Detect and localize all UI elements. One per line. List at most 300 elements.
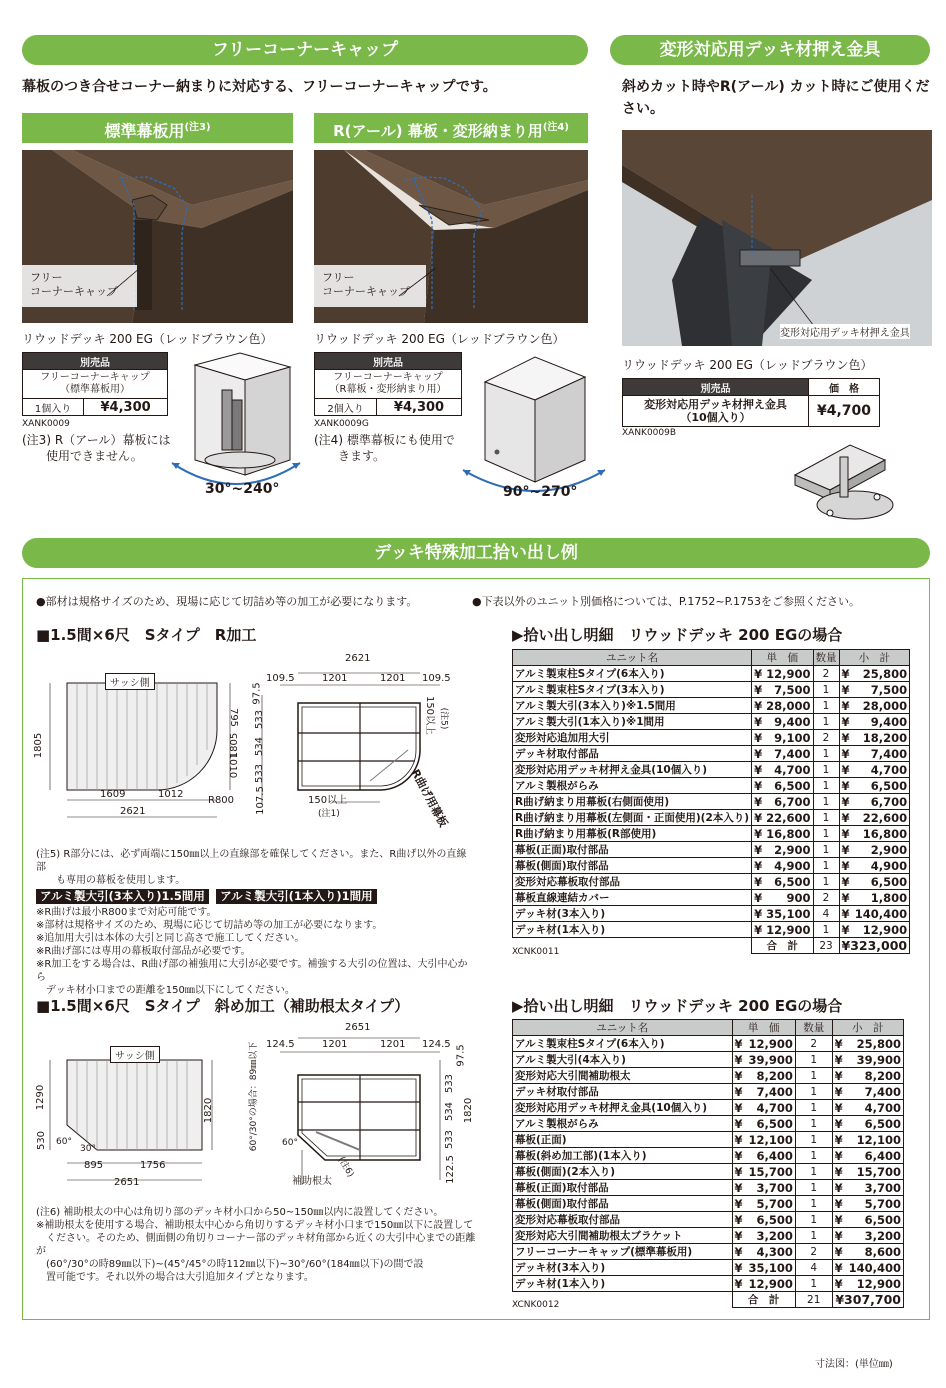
yen-sign: ¥ <box>832 1068 847 1084</box>
unit-price: 28,000 <box>764 698 813 714</box>
yen-sign: ¥ <box>832 1260 847 1276</box>
subtotal: 8,200 <box>847 1068 904 1084</box>
yen-sign: ¥ <box>832 1164 847 1180</box>
subtotal: 39,900 <box>847 1052 904 1068</box>
subtotal: 7,400 <box>853 746 910 762</box>
subtotal: 12,100 <box>847 1132 904 1148</box>
r-plan-dim-2621: 2621 <box>120 806 146 817</box>
bom-item-name: 幕板(正面)取付部品 <box>513 1180 733 1196</box>
table-row <box>513 794 910 810</box>
r-frame-note5: (注5) <box>438 707 449 730</box>
table-row <box>513 1260 904 1276</box>
unit-price: 900 <box>764 890 813 906</box>
bom-diag-header-subtotal: 小 計 <box>832 1020 903 1036</box>
r-note-0: (注5) R部分には、必ず両端に150㎜以上の直線部を確保してください。また、R曲げ以外の直線部 <box>36 849 467 873</box>
bom-item-name: 変形対応追加用大引 <box>513 730 752 746</box>
table-row <box>513 1036 904 1052</box>
r-frame-dim-left-3: 533 <box>254 763 266 784</box>
yen-sign: ¥ <box>839 730 853 746</box>
bom-item-name: 変形対応用デッキ材押え金具(10個入り) <box>513 1100 733 1116</box>
subtotal: 25,800 <box>847 1036 904 1052</box>
standard-code: XANK0009 <box>22 419 70 429</box>
r-frame-over150-b: 150以上 <box>308 795 348 806</box>
yen-sign: ¥ <box>839 746 853 762</box>
round-callout: フリー コーナーキャップ <box>322 271 410 298</box>
bom-item-name: アルミ製束柱Sタイプ(3本入り) <box>513 682 752 698</box>
yen-sign: ¥ <box>732 1100 746 1116</box>
diag-frame-dim-right-3: 533 <box>444 1129 456 1150</box>
subtotal: 4,700 <box>853 762 910 778</box>
unit-price: 4,300 <box>746 1244 795 1260</box>
diag-frame-dim-top: 2651 <box>345 1022 371 1033</box>
yen-sign: ¥ <box>839 874 853 890</box>
yen-sign: ¥ <box>752 922 765 938</box>
subtotal: 8,600 <box>847 1244 904 1260</box>
quantity: 1 <box>813 698 839 714</box>
table-row <box>513 1132 904 1148</box>
table-row <box>513 1100 904 1116</box>
yen-sign: ¥ <box>839 890 853 906</box>
deck-holder-part-illustration <box>785 435 895 530</box>
standard-qty: 1個入り <box>23 399 84 416</box>
bom-r-title: ▶拾い出し明細 リウッドデッキ 200 EGの場合 <box>512 626 843 644</box>
unit-price: 3,700 <box>746 1180 795 1196</box>
yen-sign: ¥ <box>832 1244 847 1260</box>
special-note-right: ●下表以外のユニット別価格については、P.1752~P.1753をご参照ください。 <box>472 595 860 608</box>
unit-price: 35,100 <box>764 906 813 922</box>
quantity: 1 <box>795 1068 832 1084</box>
diag-note-0: (注6) 補助根太の中心は角切り部のデッキ材小口から50~150㎜以内に設置してください。 <box>36 1207 444 1218</box>
r-plan-dim-795: 795 <box>228 707 240 728</box>
bom-diag-code: XCNK0012 <box>512 1300 560 1310</box>
table-row <box>513 1212 904 1228</box>
r-frame-dim-top-1: 1201 <box>322 673 348 684</box>
quantity: 1 <box>813 842 839 858</box>
yen-sign: ¥ <box>752 698 765 714</box>
unit-price: 7,400 <box>746 1084 795 1100</box>
yen-sign: ¥ <box>732 1132 746 1148</box>
deck-holder-photo <box>622 130 932 346</box>
bom-diag-total: ¥307,700 <box>832 1292 903 1308</box>
yen-sign: ¥ <box>839 906 853 922</box>
quantity: 2 <box>795 1036 832 1052</box>
r-plan-dim-1010: 1010 <box>227 752 239 779</box>
yen-sign: ¥ <box>732 1164 746 1180</box>
yen-sign: ¥ <box>839 698 853 714</box>
deck-holder-callout: 変形対応用デッキ材押え金具 <box>780 324 910 339</box>
yen-sign: ¥ <box>839 810 853 826</box>
table-row <box>513 714 910 730</box>
table-row <box>513 1084 904 1100</box>
yen-sign: ¥ <box>832 1196 847 1212</box>
diag-frame-dim-top-0: 124.5 <box>266 1039 295 1050</box>
subtotal: 12,900 <box>853 922 910 938</box>
standard-angle: 30°~240° <box>205 481 280 497</box>
table-row <box>513 1228 904 1244</box>
standard-heading-bar <box>22 113 293 143</box>
yen-sign: ¥ <box>839 714 853 730</box>
r-frame-over150: 150以上 <box>424 695 436 736</box>
diag-frame-dim-top-3: 124.5 <box>422 1039 451 1050</box>
diag-plan-dim-1820: 1820 <box>203 1097 215 1124</box>
unit-price: 9,100 <box>764 730 813 746</box>
quantity: 1 <box>813 682 839 698</box>
subtotal: 18,200 <box>853 730 910 746</box>
bom-item-name: R曲げ納まり用幕板(右側面使用) <box>513 794 752 810</box>
diag-note-3: (60°/30°の時89㎜以下)~(45°/45°の時112㎜以下)~30°/60°(184㎜以下)の間で設 <box>36 1259 424 1270</box>
standard-heading-note: (注3) <box>184 122 211 133</box>
diag-plan-dim-895: 895 <box>84 1160 104 1171</box>
subtotal: 16,800 <box>853 826 910 842</box>
yen-sign: ¥ <box>732 1276 746 1292</box>
yen-sign: ¥ <box>732 1228 746 1244</box>
quantity: 1 <box>813 858 839 874</box>
quantity: 1 <box>795 1052 832 1068</box>
r-frame-curve-label: R曲げ用幕板 <box>408 767 450 830</box>
quantity: 1 <box>813 714 839 730</box>
yen-sign: ¥ <box>839 794 853 810</box>
bom-item-name: デッキ材取付部品 <box>513 746 752 762</box>
bom-r-header-subtotal: 小 計 <box>839 650 910 666</box>
unit-price: 8,200 <box>746 1068 795 1084</box>
quantity: 2 <box>813 666 839 682</box>
unit-price: 5,700 <box>746 1196 795 1212</box>
bom-item-name: 変形対応用デッキ材押え金具(10個入り) <box>513 762 752 778</box>
bom-item-name: 幕板(側面)(2本入り) <box>513 1164 733 1180</box>
diag-note-1: ※補助根太を使用する場合、補助根太中心から角切りするデッキ材小口まで150㎜以下に設置して <box>36 1220 474 1231</box>
subtotal: 2,900 <box>853 842 910 858</box>
r-plan-dim-r800: R800 <box>208 795 235 806</box>
bom-r-table <box>512 649 910 954</box>
quantity: 1 <box>795 1116 832 1132</box>
subtotal: 6,700 <box>853 794 910 810</box>
r-note-6: ※R加工をする場合は、R曲げ部の補強用に大引が必要です。補強する大引の位置は、大引中心から <box>36 959 468 983</box>
unit-price: 12,900 <box>746 1276 795 1292</box>
r-frame-dim-left-1: 533 <box>254 709 266 730</box>
table-row <box>513 1068 904 1084</box>
yen-sign: ¥ <box>832 1116 847 1132</box>
deck-holder-description: 斜めカット時やR(アール) カット時にご使用ください。 <box>622 79 930 117</box>
r-section-title: ■1.5間×6尺 Sタイプ R加工 <box>36 626 257 644</box>
subtotal: 6,500 <box>847 1116 904 1132</box>
diag-plan-dim-2651: 2651 <box>114 1177 140 1188</box>
bom-item-name: デッキ材(3本入り) <box>513 906 752 922</box>
quantity: 1 <box>795 1132 832 1148</box>
r-badge-2: アルミ製大引(1本入り)1間用 <box>216 889 377 904</box>
yen-sign: ¥ <box>732 1180 746 1196</box>
unit-price: 39,900 <box>746 1052 795 1068</box>
diag-plan-dim-60: 60° <box>56 1137 72 1147</box>
unit-price: 4,700 <box>764 762 813 778</box>
subtotal: 12,900 <box>847 1276 904 1292</box>
subtotal: 4,900 <box>853 858 910 874</box>
r-frame-dim-top: 2621 <box>345 653 371 664</box>
deck-holder-product-name: 変形対応用デッキ材押え金具 （10個入り） <box>623 396 809 427</box>
table-row <box>513 1164 904 1180</box>
unit-price: 16,800 <box>764 826 813 842</box>
diag-plan-sash: サッシ側 <box>110 1046 160 1063</box>
bom-diag-total-qty: 21 <box>795 1292 832 1308</box>
table-row <box>513 698 910 714</box>
table-row <box>513 762 910 778</box>
subtotal: 6,400 <box>847 1148 904 1164</box>
quantity: 1 <box>795 1100 832 1116</box>
r-note-2: ※R曲げは最小R800まで対応可能です。 <box>36 907 217 918</box>
bom-diag-header-name: ユニット名 <box>513 1020 733 1036</box>
quantity: 4 <box>813 906 839 922</box>
bom-r-total-qty: 23 <box>813 938 839 954</box>
quantity: 1 <box>795 1084 832 1100</box>
r-frame-dim-left-4: 107.5 <box>254 786 266 815</box>
diag-frame-dim-top-1: 1201 <box>322 1039 348 1050</box>
table-row <box>513 746 910 762</box>
r-frame-dim-left-0: 97.5 <box>251 682 263 705</box>
diag-frame-note6: (注6) <box>335 1155 356 1180</box>
subtotal: 7,400 <box>847 1084 904 1100</box>
special-title-bar <box>22 538 930 568</box>
quantity: 4 <box>795 1260 832 1276</box>
round-heading: R(アール) 幕板・変形納まり用 <box>333 122 543 140</box>
table-row <box>513 906 910 922</box>
table-row <box>513 1180 904 1196</box>
quantity: 1 <box>813 762 839 778</box>
diag-plan-dim-30: 30° <box>80 1144 96 1154</box>
yen-sign: ¥ <box>752 762 765 778</box>
special-title: デッキ特殊加工拾い出し例 <box>374 543 578 563</box>
standard-product-table <box>22 352 168 416</box>
standard-table-header: 別売品 <box>23 353 168 370</box>
subtotal: 6,500 <box>853 874 910 890</box>
yen-sign: ¥ <box>832 1052 847 1068</box>
r-frame-dim-left-2: 534 <box>254 736 266 757</box>
quantity: 1 <box>813 810 839 826</box>
subtotal: 6,500 <box>853 778 910 794</box>
yen-sign: ¥ <box>752 714 765 730</box>
bom-item-name: デッキ材(1本入り) <box>513 1276 733 1292</box>
yen-sign: ¥ <box>752 810 765 826</box>
yen-sign: ¥ <box>832 1212 847 1228</box>
yen-sign: ¥ <box>832 1180 847 1196</box>
unit-price: 4,700 <box>746 1100 795 1116</box>
deck-holder-title-bar <box>610 35 930 65</box>
diag-frame-dim-right-0: 97.5 <box>455 1044 467 1067</box>
table-row <box>513 1276 904 1292</box>
quantity: 1 <box>795 1196 832 1212</box>
diag-frame-angle-label: 60°/30°の場合：89㎜以下 <box>249 1041 260 1152</box>
round-product-name: フリーコーナーキャップ （R幕板・変形納まり用） <box>315 370 462 399</box>
table-row <box>513 1116 904 1132</box>
unit-price: 15,700 <box>746 1164 795 1180</box>
unit-price: 6,500 <box>746 1212 795 1228</box>
unit-price: 22,600 <box>764 810 813 826</box>
footer-unit-note: 寸法図：(単位㎜) <box>815 1359 893 1370</box>
round-table-header: 別売品 <box>315 353 462 370</box>
r-note-1: も専用の幕板を使用します。 <box>36 875 186 886</box>
yen-sign: ¥ <box>752 730 765 746</box>
bom-item-name: 変形対応幕板取付部品 <box>513 874 752 890</box>
yen-sign: ¥ <box>752 666 765 682</box>
table-row <box>513 1148 904 1164</box>
r-note-5: ※R曲げ部には専用の幕板取付部品が必要です。 <box>36 946 251 957</box>
bom-diag-header-price: 単 価 <box>732 1020 795 1036</box>
yen-sign: ¥ <box>832 1100 847 1116</box>
yen-sign: ¥ <box>752 746 765 762</box>
yen-sign: ¥ <box>732 1148 746 1164</box>
diag-frame-sub-joist: 補助根太 <box>292 1176 332 1187</box>
yen-sign: ¥ <box>752 682 765 698</box>
diag-note-4: 置可能です。それ以外の場合は大引追加タイプとなります。 <box>36 1272 314 1283</box>
table-row <box>513 874 910 890</box>
bom-item-name: アルミ製束柱Sタイプ(6本入り) <box>513 666 752 682</box>
r-frame-note1: (注1) <box>318 809 340 819</box>
subtotal: 3,700 <box>847 1180 904 1196</box>
round-qty: 2個入り <box>315 399 377 416</box>
bom-r-code: XCNK0011 <box>512 947 560 957</box>
unit-price: 9,400 <box>764 714 813 730</box>
r-note-4: ※追加用大引は本体の大引と同じ高さで施工してください。 <box>36 933 305 944</box>
yen-sign: ¥ <box>752 842 765 858</box>
round-product-table <box>314 352 462 416</box>
r-plan-dim-1609: 1609 <box>100 789 126 800</box>
yen-sign: ¥ <box>832 1036 847 1052</box>
unit-price: 6,700 <box>764 794 813 810</box>
bom-item-name: 幕板(正面) <box>513 1132 733 1148</box>
table-row <box>513 1244 904 1260</box>
bom-item-name: デッキ材取付部品 <box>513 1084 733 1100</box>
r-plan-dim-1805: 1805 <box>33 732 45 759</box>
diag-frame-dim-right-1: 533 <box>444 1073 456 1094</box>
bom-item-name: 変形対応大引間補助根太ブラケット <box>513 1228 733 1244</box>
deck-holder-code: XANK0009B <box>622 428 677 438</box>
subtotal: 140,400 <box>847 1260 904 1276</box>
subtotal: 25,800 <box>853 666 910 682</box>
yen-sign: ¥ <box>839 682 853 698</box>
subtotal: 6,500 <box>847 1212 904 1228</box>
bom-item-name: アルミ製大引(4本入り) <box>513 1052 733 1068</box>
diag-plan-dim-530: 530 <box>36 1130 48 1151</box>
yen-sign: ¥ <box>732 1068 746 1084</box>
standard-photo-caption: リウッドデッキ 200 EG（レッドブラウン色） <box>22 332 273 346</box>
free-corner-title: フリーコーナーキャップ <box>211 40 399 60</box>
round-code: XANK0009G <box>314 419 369 429</box>
diag-frame-dim-1820: 1820 <box>463 1097 475 1124</box>
deck-holder-product-table <box>622 378 880 427</box>
yen-sign: ¥ <box>732 1036 746 1052</box>
yen-sign: ¥ <box>752 906 765 922</box>
table-row <box>513 858 910 874</box>
yen-sign: ¥ <box>839 778 853 794</box>
bom-r-header-price: 単 価 <box>752 650 813 666</box>
bom-diag-total-label: 合 計 <box>732 1292 795 1308</box>
subtotal: 5,700 <box>847 1196 904 1212</box>
quantity: 1 <box>795 1212 832 1228</box>
subtotal: 3,200 <box>847 1228 904 1244</box>
subtotal: 15,700 <box>847 1164 904 1180</box>
diag-frame-dim-top-2: 1201 <box>380 1039 406 1050</box>
special-note-left: ●部材は規格サイズのため、現場に応じて切詰め等の加工が必要になります。 <box>36 595 418 608</box>
diag-section-title: ■1.5間×6尺 Sタイプ 斜め加工（補助根太タイプ） <box>36 997 410 1015</box>
table-row <box>513 890 910 906</box>
r-frame-dim-top-0: 109.5 <box>266 673 295 684</box>
yen-sign: ¥ <box>732 1260 746 1276</box>
subtotal: 140,400 <box>853 906 910 922</box>
table-row <box>513 1052 904 1068</box>
quantity: 1 <box>795 1148 832 1164</box>
unit-price: 12,900 <box>764 666 813 682</box>
quantity: 1 <box>795 1228 832 1244</box>
subtotal: 7,500 <box>853 682 910 698</box>
r-frame-dim-top-3: 109.5 <box>422 673 451 684</box>
round-heading-bar <box>314 113 588 143</box>
yen-sign: ¥ <box>839 842 853 858</box>
quantity: 1 <box>795 1276 832 1292</box>
yen-sign: ¥ <box>832 1276 847 1292</box>
yen-sign: ¥ <box>832 1084 847 1100</box>
deck-holder-price: ¥4,700 <box>809 396 880 427</box>
diag-notes <box>36 1206 476 1284</box>
quantity: 1 <box>795 1180 832 1196</box>
yen-sign: ¥ <box>732 1196 746 1212</box>
bom-item-name: R曲げ納まり用幕板(R部使用) <box>513 826 752 842</box>
r-plan-dim-1012: 1012 <box>158 789 184 800</box>
bom-item-name: フリーコーナーキャップ(標準幕板用) <box>513 1244 733 1260</box>
bom-item-name: アルミ製根がらみ <box>513 1116 733 1132</box>
r-note-7: デッキ材小口までの距離を150㎜以下にしてください。 <box>36 985 295 996</box>
quantity: 1 <box>813 874 839 890</box>
yen-sign: ¥ <box>732 1212 746 1228</box>
deck-holder-title: 変形対応用デッキ材押え金具 <box>659 40 881 60</box>
yen-sign: ¥ <box>752 890 765 906</box>
r-plan-sash: サッシ側 <box>105 673 155 690</box>
quantity: 1 <box>813 922 839 938</box>
yen-sign: ¥ <box>752 874 765 890</box>
deck-holder-table-header: 別売品 <box>623 379 809 396</box>
table-row <box>513 922 910 938</box>
unit-price: 12,900 <box>764 922 813 938</box>
unit-price: 6,500 <box>746 1116 795 1132</box>
table-row <box>513 810 910 826</box>
unit-price: 6,500 <box>764 778 813 794</box>
bom-item-name: R曲げ納まり用幕板(左側面・正面使用)(2本入り) <box>513 810 752 826</box>
unit-price: 3,200 <box>746 1228 795 1244</box>
r-frame-dim-top-2: 1201 <box>380 673 406 684</box>
diag-frame-angle-60: 60° <box>282 1138 298 1148</box>
yen-sign: ¥ <box>752 858 765 874</box>
bom-item-name: アルミ製束柱Sタイプ(6本入り) <box>513 1036 733 1052</box>
r-frame-dim-1805: 1805 <box>229 732 241 759</box>
diag-plan-dim-1756: 1756 <box>140 1160 166 1171</box>
diag-frame-dim-right-4: 122.5 <box>444 1155 456 1184</box>
unit-price: 6,500 <box>764 874 813 890</box>
deck-holder-price-header: 価 格 <box>809 379 880 396</box>
quantity: 1 <box>813 746 839 762</box>
bom-diag-title: ▶拾い出し明細 リウッドデッキ 200 EGの場合 <box>512 997 843 1015</box>
round-photo-caption: リウッドデッキ 200 EG（レッドブラウン色） <box>314 332 565 346</box>
quantity: 1 <box>813 794 839 810</box>
yen-sign: ¥ <box>752 778 765 794</box>
round-heading-note: (注4) <box>542 122 569 133</box>
free-corner-description: 幕板のつき合せコーナー納まりに対応する、フリーコーナーキャップです。 <box>22 79 497 95</box>
standard-callout: フリー コーナーキャップ <box>30 271 118 298</box>
quantity: 2 <box>795 1244 832 1260</box>
subtotal: 9,400 <box>853 714 910 730</box>
bom-item-name: デッキ材(3本入り) <box>513 1260 733 1276</box>
unit-price: 7,500 <box>764 682 813 698</box>
quantity: 2 <box>813 730 839 746</box>
round-angle: 90°~270° <box>503 484 578 500</box>
quantity: 1 <box>813 778 839 794</box>
table-row <box>513 826 910 842</box>
